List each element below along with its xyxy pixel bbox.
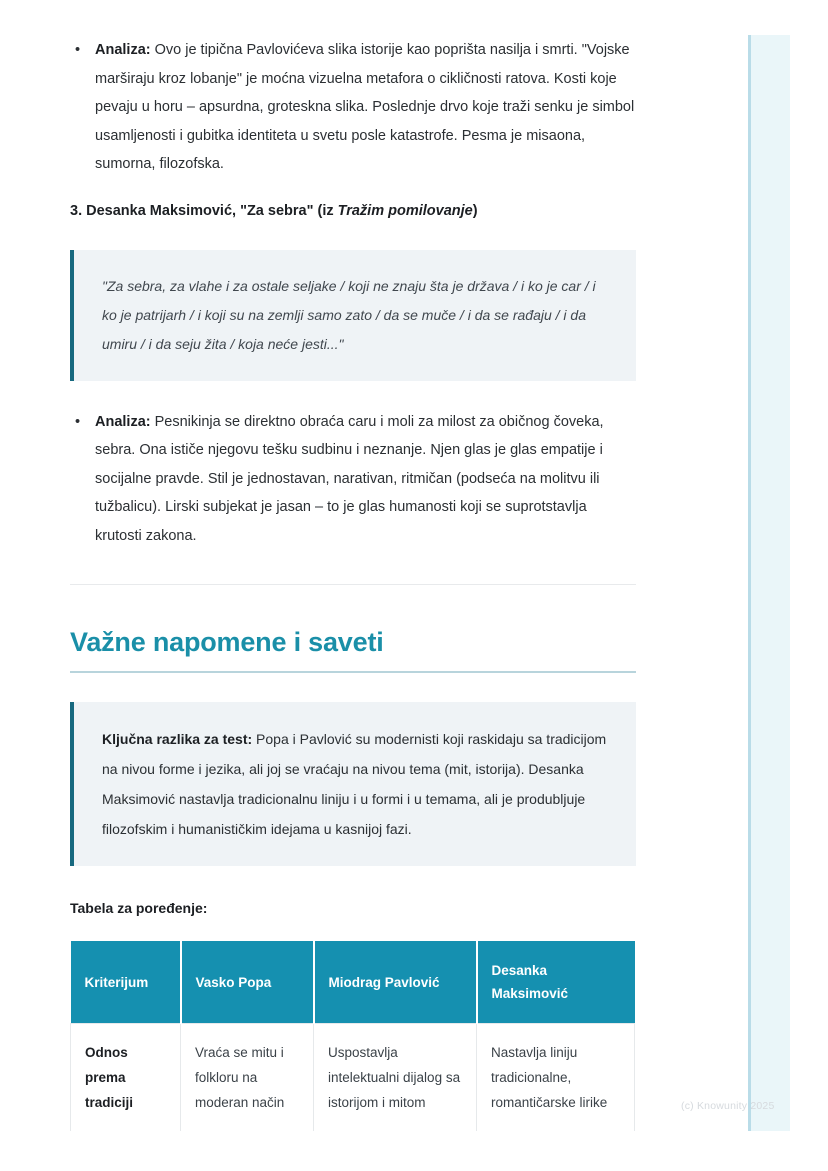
table-column-header: Vasko Popa bbox=[181, 941, 314, 1024]
document-content bbox=[70, 0, 636, 1171]
table-header-row bbox=[71, 941, 635, 1024]
poem-heading-prefix: 3. Desanka Maksimović, "Za sebra" (iz bbox=[70, 202, 338, 219]
table-cell-desanka: Nastavlja liniju tradicionalne, romantičarske lirike bbox=[477, 1024, 635, 1132]
table-column-header: Kriterijum bbox=[71, 941, 181, 1024]
table-column-header: Desanka Maksimović bbox=[477, 941, 635, 1024]
analysis-text: Pesnikinja se direktno obraća caru i moli za milost za običnog čoveka, sebra. Ona ističe njegovu tešku sudbinu i neznanje. Njen glas je glas empatije i socijalne pravde. Stil je jednostavan, narativan, ritmičan (podseća na molitvu ili tužbalicu). Lirski subjekat je jasan – to je glas humanosti koji se suprotstavlja krutosti zakona. bbox=[95, 413, 604, 544]
table-caption: Tabela za poređenje: bbox=[70, 900, 208, 916]
decorative-right-band bbox=[748, 35, 790, 1131]
page-bottom-mask bbox=[0, 1131, 828, 1171]
copyright-watermark: (c) Knowunity 2025 bbox=[681, 1100, 775, 1112]
key-note-body: Popa i Pavlović su modernisti koji raskidaju sa tradicijom na nivou forme i jezika, ali joj se vraćaju na nivou tema (mit, istorija). Desanka Maksimović nastavlja tradicionalnu liniju i u formi i u temama, ali je produbljuje filozofskim i humanističkim idejama u kasnijoj fazi. bbox=[102, 731, 607, 837]
key-note-label: Ključna razlika za test: bbox=[102, 731, 253, 747]
key-note-callout bbox=[70, 702, 636, 866]
poem-heading-suffix: ) bbox=[472, 202, 478, 219]
analysis-label: Analiza: bbox=[95, 413, 151, 430]
poem-blockquote bbox=[70, 250, 636, 381]
table-row bbox=[71, 1024, 635, 1132]
table-cell-pavlovic: Uspostavlja intelektualni dijalog sa istorijom i mitom bbox=[314, 1024, 477, 1132]
table-column-header: Miodrag Pavlović bbox=[314, 941, 477, 1024]
key-note-text bbox=[102, 724, 610, 844]
poem-quote-text: "Za sebra, za vlahe i za ostale seljake / koji ne znaju šta je država / i ko je car / i ko je patrijarh / i koji su na zemlji samo zato / da se muče / i da se rađaju / i da umiru / i da seju žita / koja neće jesti..." bbox=[102, 277, 596, 352]
list-item bbox=[70, 36, 636, 179]
poem-collection-title: Tražim pomilovanje bbox=[337, 202, 473, 219]
bullet-marker: • bbox=[75, 42, 81, 58]
section-heading: Važne napomene i saveti bbox=[70, 627, 384, 657]
table-row-criterion: Odnos prema tradiciji bbox=[71, 1024, 181, 1132]
table-cell-popa: Vraća se mitu i folkloru na moderan način bbox=[181, 1024, 314, 1132]
analysis-label: Analiza: bbox=[95, 42, 151, 58]
bullet-marker: • bbox=[75, 413, 81, 430]
poem-heading bbox=[70, 199, 636, 223]
list-item bbox=[70, 408, 636, 551]
analysis-text: Ovo je tipična Pavlovićeva slika istorije kao poprišta nasilja i smrti. "Vojske marširaju kroz lobanje" je moćna vizuelna metafora o cikličnosti ratova. Kosti koje pevaju u horu – apsurdna, groteskna slika. Poslednje drvo koje traži senku je simbol usamljenosti i gubitka identiteta u svetu posle katastrofe. Pesma je misaona, sumorna, filozofska. bbox=[95, 42, 635, 172]
decorative-right-band-edge bbox=[748, 35, 751, 1131]
